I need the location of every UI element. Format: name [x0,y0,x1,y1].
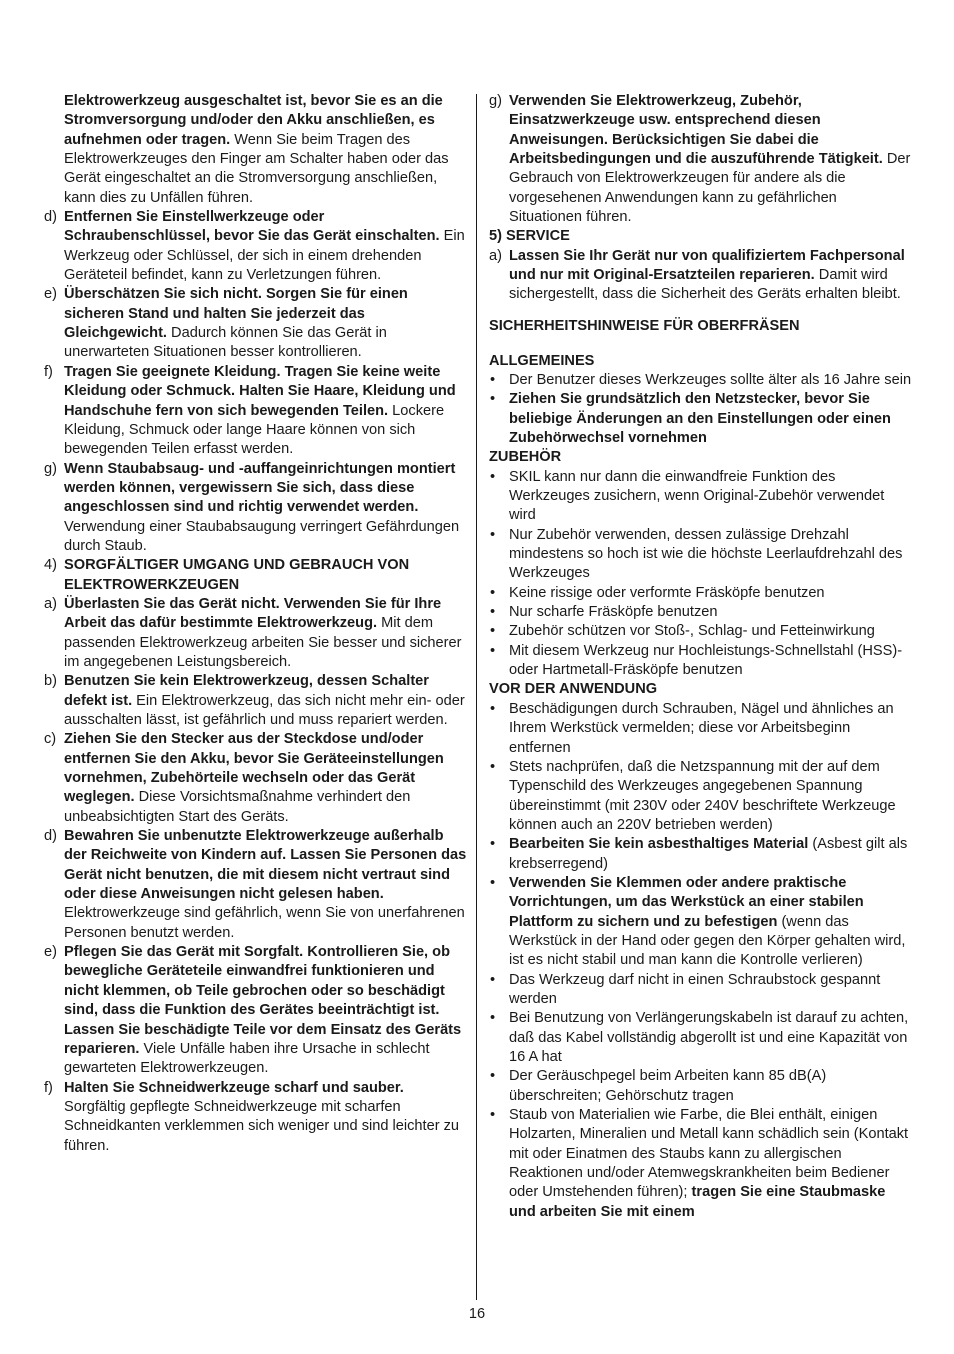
bullet-item [489,642,913,681]
left-column [44,92,467,1156]
item-marker: g) [44,460,57,477]
list-item [44,827,467,943]
bullet-marker: • [490,526,496,543]
item-marker: d) [44,209,57,226]
body-text: (Asbest gilt als krebserregend) [509,836,908,872]
item-marker: c) [44,731,57,748]
list-item [44,285,467,362]
body-text: Dadurch können Sie das Gerät in unerwarteten Situationen besser kontrollieren. [64,325,387,361]
item-marker: e) [44,944,57,961]
bullet-item [489,468,913,526]
bullet-marker: • [490,1107,496,1124]
bullet-item [489,603,913,622]
bullet-item [489,390,913,448]
list-item [44,363,467,460]
bullet-marker: • [490,1068,496,1085]
body-text: Mit diesem Werkzeug nur Hochleistungs-Schnellstahl (HSS)- oder Hartmetall-Fräsköpfe benutzen [509,642,903,679]
body-text: Damit wird sichergestellt, dass die Sicherheit des Geräts erhalten bleibt. [509,267,901,303]
bullet-item [489,584,913,603]
list-item [44,943,467,1078]
item-marker: b) [44,673,57,690]
section-heading: ZUBEHÖR [489,449,562,466]
bold-text: SORGFÄLTIGER UMGANG UND GEBRAUCH VON ELEKTROWERKZEUGEN [64,557,410,593]
item-marker: 4) [44,557,57,574]
bullet-item [489,622,913,641]
bullet-item [489,835,913,874]
item-marker: f) [44,1079,53,1096]
list-item [44,730,467,827]
body-text: Stets nachprüfen, daß die Netzspannung mit der auf dem Typenschild des Werkzeuges angegebenen Spannung übereinstimmt (mit 230V oder 240V beschriftete Werkzeuge können auch an 220V betrieben werden) [509,758,896,833]
section-heading: ALLGEMEINES [489,352,595,369]
bold-text: Wenn Staubabsaug- und -auffangeinrichtungen montiert werden können, vergewissern Sie sich, dass diese angeschlossen sind und richtig verwendet werden. [64,460,456,516]
bold-text: Überschätzen Sie sich nicht. Sorgen Sie für einen sicheren Stand und halten Sie jederzeit das Gleichgewicht. [64,286,408,342]
bullet-item [489,971,913,1010]
bold-text: Entfernen Sie Einstellwerkzeuge oder Schraubenschlüssel, bevor Sie das Gerät einschalten. [64,209,440,245]
body-text: Der Benutzer dieses Werkzeuges sollte älter als 16 Jahre sein [509,371,912,388]
bullet-marker: • [490,758,496,775]
body-text: Lockere Kleidung, Schmuck oder lange Haare können von sich bewegenden Teilen erfasst werden. [64,402,445,458]
bullet-item [489,700,913,758]
body-text: Zubehör schützen vor Stoß-, Schlag- und Fetteinwirkung [509,623,875,640]
body-text: Bei Benutzung von Verlängerungskabeln ist darauf zu achten, daß das Kabel vollständig abgerollt ist und eine Kapazität von 16 A hat [509,1010,909,1065]
right-column [489,92,913,1222]
list-item [44,1079,467,1156]
bullet-marker: • [490,874,496,891]
bullet-marker: • [490,700,496,717]
bold-text: Überlasten Sie das Gerät nicht. Verwenden Sie für Ihre Arbeit das dafür bestimmte Elektrowerkzeug. [64,595,442,632]
body-text: Wenn Sie beim Tragen des Elektrowerkzeuges den Finger am Schalter haben oder das Gerät eingeschaltet an die Stromversorgung anschließen, kann dies zu Unfällen führen. [64,131,449,206]
list-item [44,556,467,595]
body-text: Ein Elektrowerkzeug, das sich nicht mehr ein- oder ausschalten lässt, ist gefährlich und muss repariert werden. [64,692,465,728]
body-text: Der Geräuschpegel beim Arbeiten kann 85 dB(A) überschreiten; Gehörschutz tragen [509,1068,827,1104]
bullet-marker: • [490,836,496,853]
bullet-marker: • [490,1010,496,1027]
bold-text: Verwenden Sie Klemmen oder andere praktische Vorrichtungen, um das Werkstück an einer stabilen Plattform zu sichern und zu befestigen [509,874,864,930]
body-text: Beschädigungen durch Schrauben, Nägel und ähnliches an Ihrem Werkstück vermelden; diese vor Arbeitsbeginn entfernen [509,700,894,756]
bullet-marker: • [490,971,496,988]
bullet-marker: • [490,604,496,621]
body-text: Nur Zubehör verwenden, dessen zulässige Drehzahl mindestens so hoch ist wie die höchste Leerlaufdrehzahl des Werkzeuges [509,526,903,582]
bullet-item [489,1067,913,1106]
body-text: Ein Werkzeug oder Schlüssel, der sich in einem drehenden Geräteteil befindet, kann zu Verletzungen führen. [64,228,465,284]
bullet-item [489,874,913,971]
bullet-marker: • [490,371,496,388]
body-text: Viele Unfälle haben ihre Ursache in schlecht gewarteten Elektrowerkzeugen. [64,1040,430,1077]
bullet-marker: • [490,623,496,640]
bold-text: Benutzen Sie kein Elektrowerkzeug, dessen Schalter defekt ist. [64,673,429,709]
list-item [489,92,913,227]
list-item [44,672,467,730]
bold-text: Ziehen Sie grundsätzlich den Netzstecker, bevor Sie beliebige Änderungen an den Einstellungen oder einen Zubehörwechsel vornehmen [509,391,891,446]
section-heading: 5) SERVICE [489,228,570,245]
bold-text: Bearbeiten Sie kein asbesthaltiges Material [509,836,809,853]
section-heading: SICHERHEITSHINWEISE FÜR OBERFRÄSEN [489,318,800,335]
bullet-item [489,371,913,390]
list-item [489,247,913,305]
body-text: Nur scharfe Fräsköpfe benutzen [509,604,718,621]
bold-text: Verwenden Sie Elektrowerkzeug, Zubehör, Einsatzwerkzeuge usw. entsprechend diesen Anweisungen. Berücksichtigen Sie dabei die Arbeitsbedingungen und die auszuführende Tätigkeit. [509,93,883,168]
bold-text: Pflegen Sie das Gerät mit Sorgfalt. Kontrollieren Sie, ob bewegliche Geräteteile einwandfrei funktionieren und nicht klemmen, ob Teile gebrochen oder so beschädigt sind, dass die Funktion des Gerätes beeinträchtigt ist. Lassen Sie beschädigte Teile vor dem Einsatz des Geräts reparieren. [64,944,462,1057]
body-text: SKIL kann nur dann die einwandfreie Funktion des Werkzeuges zusichern, wenn Original-Zubehör verwendet wird [509,468,885,524]
bold-text: tragen Sie eine Staubmaske und arbeiten Sie mit einem [509,1184,886,1220]
bold-text: Bewahren Sie unbenutzte Elektrowerkzeuge außerhalb der Reichweite von Kindern auf. Lassen Sie Personen das Gerät nicht benutzen, die mit diesem nicht vertraut sind oder diese Anweisungen nicht gelesen haben. [64,828,467,903]
body-text: Staub von Materialien wie Farbe, die Blei enthält, einigen Holzarten, Mineralien und Metall kann schädlich sein (Kontakt mit oder Einatmen des Staubs kann zu allergischen Reaktionen und/oder Atemwegskrankheiten beim Bediener oder Umstehenden führen); [509,1107,909,1201]
body-text: Das Werkzeug darf nicht in einen Schraubstock gespannt werden [509,971,881,1007]
bold-text: Tragen Sie geeignete Kleidung. Tragen Sie keine weite Kleidung oder Schmuck. Halten Sie Haare, Kleidung und Handschuhe fern von sich bewegenden Teilen. [64,363,456,419]
bold-text: Halten Sie Schneidwerkzeuge scharf und sauber. [64,1079,404,1096]
page-number: 16 [468,1306,486,1322]
column-divider [476,94,477,1300]
body-text: Mit dem passenden Elektrowerkzeug arbeiten Sie besser und sicherer im angegebenen Leistungsbereich. [64,615,462,670]
paragraph-continued [44,92,467,208]
bullet-marker: • [490,468,496,485]
item-marker: g) [489,93,502,109]
item-marker: e) [44,286,57,303]
bullet-item [489,758,913,835]
bold-text: Ziehen Sie den Stecker aus der Steckdose und/oder entfernen Sie den Akku, bevor Sie Geräteeinstellungen vornehmen, Zubehörteile wechseln oder das Gerät weglegen. [64,731,444,806]
body-text: Der Gebrauch von Elektrowerkzeugen für andere als die vorgesehenen Anwendungen kann zu gefährlichen Situationen führen. [509,151,911,226]
bullet-marker: • [490,391,496,408]
section-heading: VOR DER ANWENDUNG [489,681,658,698]
bullet-item [489,526,913,584]
list-item [44,460,467,557]
bold-text: Lassen Sie Ihr Gerät nur von qualifiziertem Fachpersonal und nur mit Original-Ersatzteilen reparieren. [509,247,905,284]
body-text: (wenn das Werkstück in der Hand oder gegen den Körper gehalten wird, ist es nicht stabil und man kann die Kontrolle verlieren) [509,913,906,969]
bullet-marker: • [490,642,496,659]
item-marker: d) [44,828,57,845]
item-marker: f) [44,363,53,380]
bullet-marker: • [490,584,496,601]
body-text: Elektrowerkzeuge sind gefährlich, wenn Sie von unerfahrenen Personen benutzt werden. [64,905,465,941]
item-marker: a) [489,247,502,264]
body-text: Keine rissige oder verformte Fräsköpfe benutzen [509,584,825,601]
body-text: Diese Vorsichtsmaßnahme verhindert den unbeabsichtigten Start des Geräts. [64,789,411,825]
bullet-item [489,1106,913,1222]
item-marker: a) [44,595,57,612]
body-text: Sorgfältig gepflegte Schneidwerkzeuge mit scharfen Schneidkanten verklemmen sich weniger und sind leichter zu führen. [64,1098,460,1154]
list-item [44,208,467,285]
list-item [44,595,467,672]
bullet-item [489,1009,913,1067]
body-text: Verwendung einer Staubabsaugung verringert Gefährdungen durch Staub. [64,518,460,554]
bold-text: Elektrowerkzeug ausgeschaltet ist, bevor Sie es an die Stromversorgung und/oder den Akku anschließen, es aufnehmen oder tragen. [64,93,443,148]
